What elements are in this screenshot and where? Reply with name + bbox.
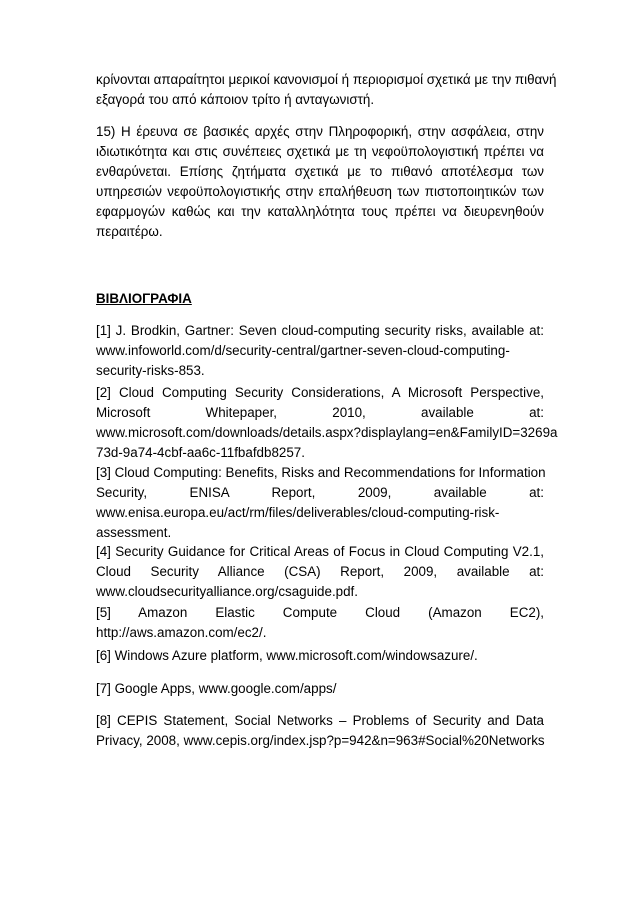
reference-5: [96, 603, 544, 643]
reference-line: http://aws.amazon.com/ec2/.: [96, 625, 267, 640]
reference-line: [3] Cloud Computing: Benefits, Risks and Recommendations for Information: [96, 465, 546, 480]
reference-line: [8] CEPIS Statement, Social Networks – Problems of Security and Data: [96, 713, 544, 728]
reference-line: assessment.: [96, 525, 172, 540]
paragraph-recommendation-15: [96, 122, 544, 242]
text-line: ενθαρύνεται. Επίσης ζητήματα σχετικά με το πιθανό αποτέλεσμα των: [96, 164, 544, 179]
reference-3: [96, 463, 544, 543]
bibliography-heading-block: [96, 289, 544, 309]
reference-2: [96, 383, 558, 463]
text-line: 15) Η έρευνα σε βασικές αρχές στην Πληροφορική, στην ασφάλεια, στην: [96, 124, 544, 139]
reference-line: www.cloudsecurityalliance.org/csaguide.pdf.: [96, 584, 358, 599]
text-line: εξαγορά του από κάποιον τρίτο ή ανταγωνιστή.: [96, 92, 375, 107]
text-line: ιδιωτικότητα και στις συνέπειες σχετικά με τη νεφοϋπολογιστική πρέπει να: [96, 144, 544, 159]
reference-line: [7] Google Apps, www.google.com/apps/: [96, 681, 337, 696]
reference-line: [4] Security Guidance for Critical Areas of Focus in Cloud Computing V2.1,: [96, 544, 544, 559]
text-line: υπηρεσιών νεφοϋπολογιστικής στην επαλήθευση των πιστοποιητικών των: [96, 184, 544, 199]
reference-line: security-risks-853.: [96, 363, 205, 378]
reference-1: [96, 321, 544, 381]
reference-line: www.microsoft.com/downloads/details.aspx?displaylang=en&FamilyID=3269a: [96, 425, 558, 440]
reference-7: [96, 679, 544, 699]
reference-line: [5] Amazon Elastic Compute Cloud (Amazon EC2),: [96, 605, 544, 620]
reference-line: Cloud Security Alliance (CSA) Report, 2009, available at:: [96, 564, 544, 579]
reference-line: 73d-9a74-4cbf-aa6c-11fbafdb8257.: [96, 445, 305, 460]
reference-line: [1] J. Brodkin, Gartner: Seven cloud-computing security risks, available at:: [96, 323, 544, 338]
text-line: περαιτέρω.: [96, 224, 163, 239]
reference-line: Privacy, 2008, www.cepis.org/index.jsp?p=942&n=963#Social%20Networks: [96, 733, 545, 748]
reference-line: [6] Windows Azure platform, www.microsoft.com/windowsazure/.: [96, 648, 478, 663]
reference-line: Microsoft Whitepaper, 2010, available at:: [96, 405, 544, 420]
reference-line: www.enisa.europa.eu/act/rm/files/deliverables/cloud-computing-risk-: [96, 505, 500, 520]
reference-6: [96, 646, 544, 666]
reference-line: [2] Cloud Computing Security Considerations, A Microsoft Perspective,: [96, 385, 544, 400]
reference-4: [96, 542, 544, 602]
section-heading: ΒΙΒΛΙΟΓΡΑΦΙΑ: [96, 291, 192, 306]
reference-line: Security, ENISA Report, 2009, available at:: [96, 485, 544, 500]
text-line: κρίνονται απαραίτητοι μερικοί κανονισμοί ή περιορισμοί σχετικά με την πιθανή: [96, 72, 557, 87]
paragraph-continuation: [96, 70, 557, 110]
text-line: εφαρμογών καθώς και την καταλληλότητα τους πρέπει να διευρενηθούν: [96, 204, 544, 219]
reference-line: www.infoworld.com/d/security-central/gartner-seven-cloud-computing-: [96, 343, 510, 358]
reference-8: [96, 711, 544, 751]
